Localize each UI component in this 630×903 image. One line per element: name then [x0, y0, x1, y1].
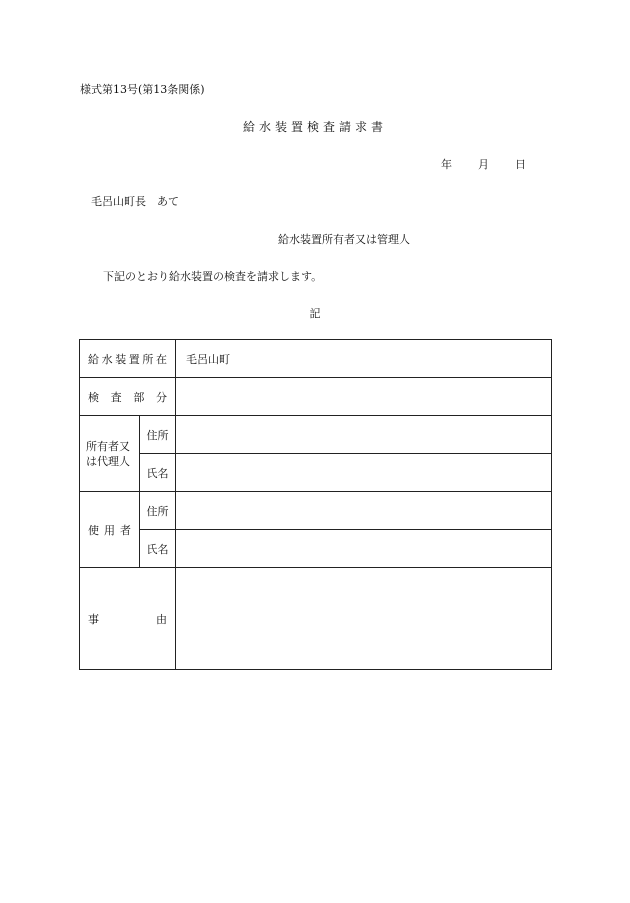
- user-name-label: 氏名: [140, 530, 176, 568]
- inspection-form-table: [79, 339, 552, 670]
- owner-name-label: 氏名: [140, 454, 176, 492]
- user-label: 使用者: [80, 492, 140, 568]
- month-label: 月: [478, 158, 489, 171]
- form-number: 様式第13号(第13条関係): [80, 83, 205, 96]
- reason-label: 事由: [80, 568, 176, 670]
- date-line: [441, 156, 526, 172]
- reason-field[interactable]: [176, 568, 552, 670]
- inspection-value-field[interactable]: [176, 378, 552, 416]
- addressee: 毛呂山町長 あて: [91, 195, 179, 208]
- location-row: [80, 340, 552, 378]
- user-address-label: 住所: [140, 492, 176, 530]
- request-text: 下記のとおり給水装置の検査を請求します。: [103, 270, 323, 283]
- document-title: 給水装置検査請求書: [242, 120, 387, 134]
- user-address-field[interactable]: [176, 492, 552, 530]
- user-address-row: [80, 492, 552, 530]
- owner-address-row: [80, 416, 552, 454]
- owner-label: [80, 416, 140, 492]
- location-label: 給水装置所在: [80, 340, 176, 378]
- inspection-label: 検査部分: [80, 378, 176, 416]
- year-label: 年: [441, 158, 452, 171]
- reason-row: [80, 568, 552, 670]
- owner-address-field[interactable]: [176, 416, 552, 454]
- day-label: 日: [515, 158, 526, 171]
- owner-label-line1: 所有者又: [86, 439, 130, 453]
- user-name-row: [80, 530, 552, 568]
- user-name-field[interactable]: [176, 530, 552, 568]
- owner-name-row: [80, 454, 552, 492]
- owner-name-field[interactable]: [176, 454, 552, 492]
- inspection-row: [80, 378, 552, 416]
- owner-address-label: 住所: [140, 416, 176, 454]
- owner-label-line2: は代理人: [86, 454, 130, 468]
- applicant-label: 給水装置所有者又は管理人: [278, 233, 410, 246]
- ki-label: 記: [309, 307, 321, 320]
- location-value-field[interactable]: 毛呂山町: [176, 340, 552, 378]
